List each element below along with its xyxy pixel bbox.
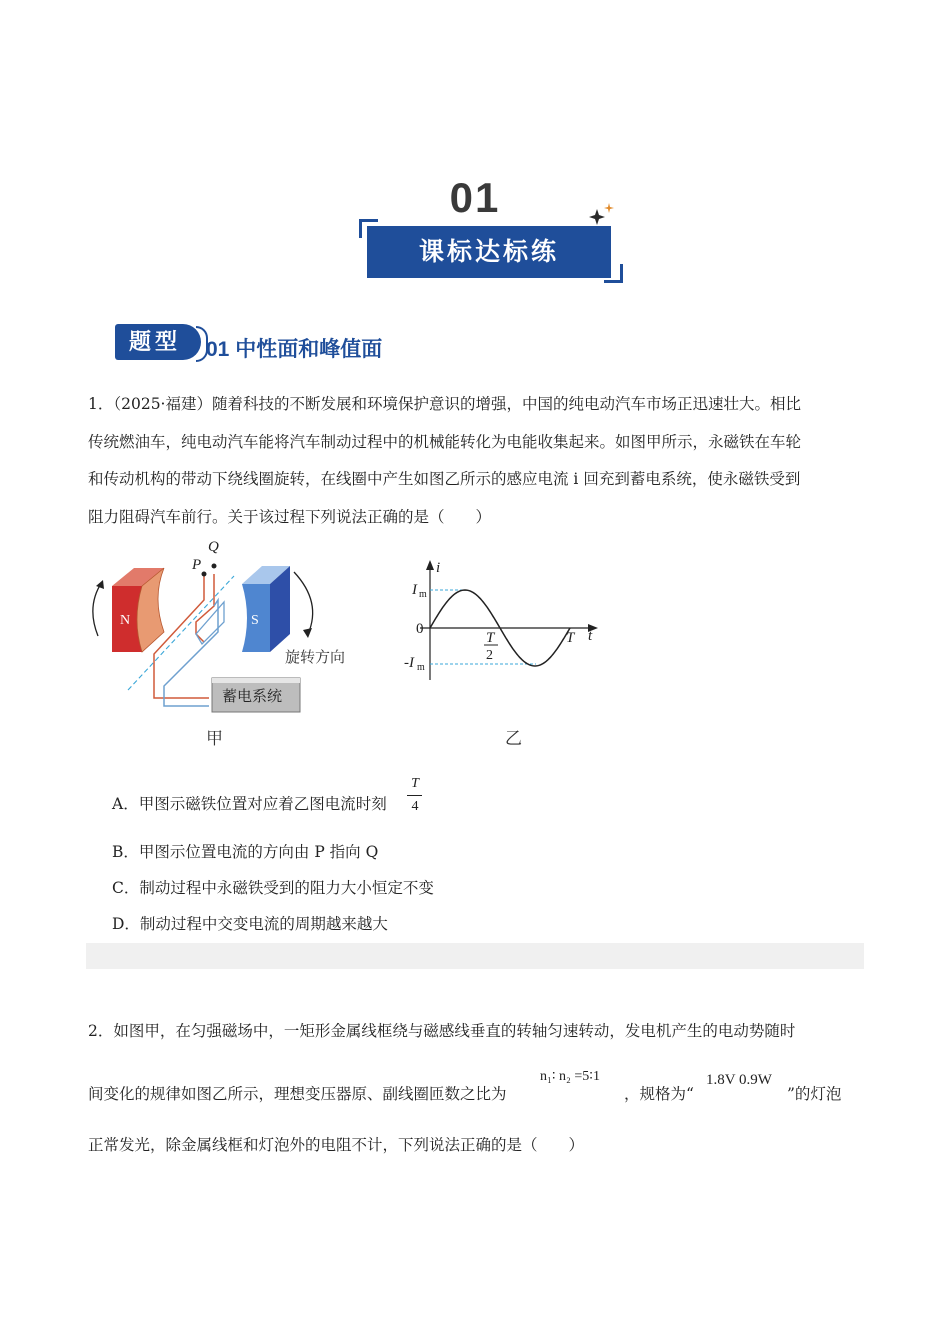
q2-line-2-c: ”的灯泡: [787, 1085, 842, 1103]
p-label: P: [192, 557, 202, 573]
figure-yi: [400, 556, 610, 686]
q1-line-4: 阻力阻碍汽车前行。关于该过程下列说法正确的是（ ）: [88, 508, 492, 526]
q1-line-3: 和传动机构的带动下绕线圈旋转，在线圈中产生如图乙所示的感应电流 i 回充到蓄电系统，使永磁铁受到: [88, 470, 801, 488]
q2-line-3: 正常发光，除金属线框和灯泡外的电阻不计，下列说法正确的是（ ）: [88, 1136, 585, 1154]
q1-line-2: 传统燃油车，纯电动汽车能将汽车制动过程中的机械能转化为电能收集起来。如图甲所示，永磁铁在车轮: [88, 433, 802, 451]
origin-label: 0: [416, 621, 424, 637]
option-b[interactable]: B．甲图示位置电流的方向由 P 指向 Q: [112, 843, 379, 861]
rotation-arrow-right: [294, 572, 313, 634]
q2-line-2-b: ，规格为“: [624, 1085, 694, 1103]
figure-jia: [84, 536, 374, 751]
rotate-label: 旋转方向: [285, 648, 346, 666]
im-sub: m: [419, 589, 427, 600]
south-label: S: [251, 613, 259, 628]
half-t-den: 2: [486, 648, 493, 663]
q2-line-1: 2．如图甲，在匀强磁场中，一矩形金属线框绕与磁感线垂直的转轴匀速转动，发电机产生的电动势随时: [88, 1022, 796, 1040]
coil-wire-left: [154, 574, 209, 698]
option-a-fraction-num: T: [411, 776, 419, 791]
im-label: I: [412, 582, 417, 598]
option-a-fraction-bar: [407, 795, 422, 796]
q-label: Q: [208, 539, 219, 555]
q1-line-1: 1．（2025·福建）随着科技的不断发展和环境保护意识的增强，中国的纯电动汽车市场正迅速壮大。相比: [88, 395, 801, 413]
rotation-arrow-left: [93, 582, 102, 636]
section-number: 01: [449, 174, 501, 221]
sparkle-icon: [589, 203, 615, 225]
section-title: 课标达标练: [418, 238, 559, 266]
figure-yi-caption: 乙: [505, 729, 522, 749]
neg-im-label: -I: [404, 655, 414, 671]
option-a-fraction-den: 4: [411, 799, 419, 814]
battery-label: 蓄电系统: [222, 687, 283, 705]
t-axis-label: t: [588, 628, 593, 644]
figure-jia-caption: 甲: [206, 729, 223, 749]
type-tag-label: 题型: [128, 329, 181, 354]
neg-im-sub: m: [417, 662, 425, 673]
turns-ratio: n₁∶ n₂ =5∶1: [540, 1069, 600, 1084]
north-label: N: [120, 613, 131, 628]
option-c[interactable]: C．制动过程中永磁铁受到的阻力大小恒定不变: [112, 879, 434, 897]
half-t-num: T: [486, 630, 495, 646]
i-axis-label: i: [436, 560, 441, 576]
coil-wire-right: [164, 600, 218, 706]
option-a[interactable]: A．甲图示磁铁位置对应着乙图电流时刻: [112, 795, 387, 813]
answer-area[interactable]: [86, 943, 864, 969]
type-title: 01 中性面和峰值面: [206, 338, 383, 361]
option-d[interactable]: D．制动过程中交变电流的周期越来越大: [112, 915, 388, 933]
bulb-spec: 1.8V 0.9W: [706, 1072, 772, 1088]
q2-line-2-a: 间变化的规律如图乙所示，理想变压器原、副线圈匝数之比为: [88, 1085, 507, 1103]
t-end-label: T: [566, 630, 575, 646]
